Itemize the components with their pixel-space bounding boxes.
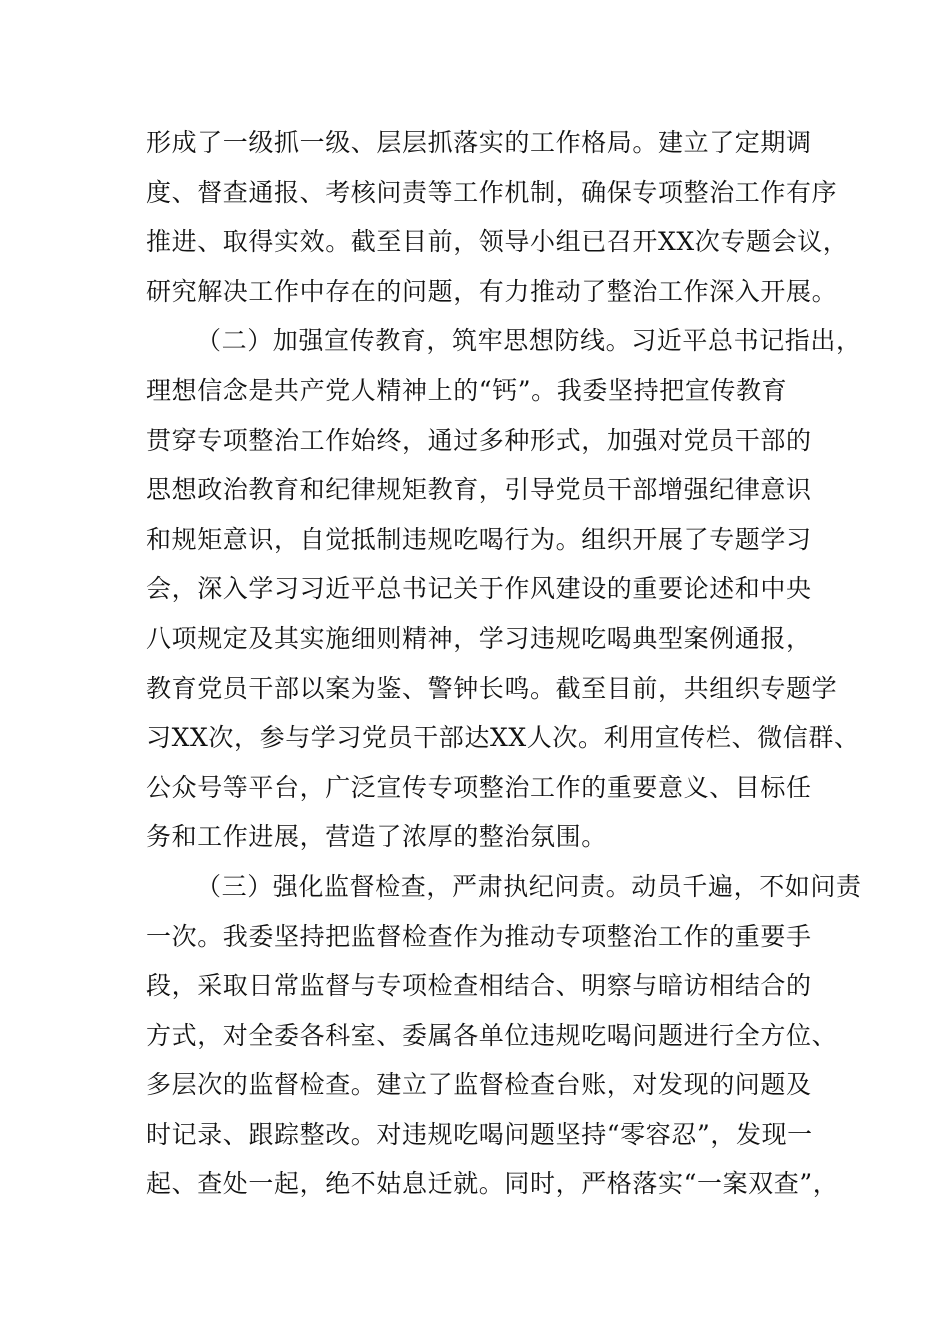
text-line: 起、查处一起，绝不姑息迁就。同时，严格落实“一案双查”， (146, 1169, 839, 1199)
text-line: 时记录、跟踪整改。对违规吃喝问题坚持“零容忍”，发现一 (146, 1119, 813, 1149)
text-line: 推进、取得实效。截至目前，领导小组已召开XX次专题会议， (146, 227, 849, 257)
text-line: 多层次的监督检查。建立了监督检查台账，对发现的问题及 (146, 1070, 812, 1100)
text-line: 八项规定及其实施细则精神，学习违规吃喝典型案例通报， (146, 623, 812, 653)
text-line: 务和工作进展，营造了浓厚的整治氛围。 (146, 822, 607, 852)
text-line: 贯穿专项整治工作始终，通过多种形式，加强对党员干部的 (146, 425, 812, 455)
text-line: 习XX次，参与学习党员干部达XX人次。利用宣传栏、微信群、 (146, 723, 860, 753)
text-line: 方式，对全委各科室、委属各单位违规吃喝问题进行全方位、 (146, 1020, 838, 1050)
text-line: 研究解决工作中存在的问题，有力推动了整治工作深入开展。 (146, 276, 838, 306)
text-line: 教育党员干部以案为鉴、警钟长鸣。截至目前，共组织专题学 (146, 673, 838, 703)
text-line: 理想信念是共产党人精神上的“钙”。我委坚持把宣传教育 (146, 375, 788, 405)
text-line: 会，深入学习习近平总书记关于作风建设的重要论述和中央 (146, 574, 812, 604)
text-line: 段，采取日常监督与专项检查相结合、明察与暗访相结合的 (146, 971, 812, 1001)
text-line: 形成了一级抓一级、层层抓落实的工作格局。建立了定期调 (146, 128, 812, 157)
text-line: 思想政治教育和纪律规矩教育，引导党员干部增强纪律意识 (146, 475, 812, 505)
text-line: 一次。我委坚持把监督检查作为推动专项整治工作的重要手 (146, 921, 812, 951)
text-line: 公众号等平台，广泛宣传专项整治工作的重要意义、目标任 (146, 772, 812, 802)
section-heading-line: （二）加强宣传教育，筑牢思想防线。习近平总书记指出， (196, 326, 862, 356)
text-line: 和规矩意识，自觉抵制违规吃喝行为。组织开展了专题学习 (146, 524, 812, 554)
section-heading-line: （三）强化监督检查，严肃执纪问责。动员千遍，不如问责 (196, 871, 862, 901)
document-body (146, 118, 862, 1209)
text-line: 度、督查通报、考核问责等工作机制，确保专项整治工作有序 (146, 177, 838, 207)
